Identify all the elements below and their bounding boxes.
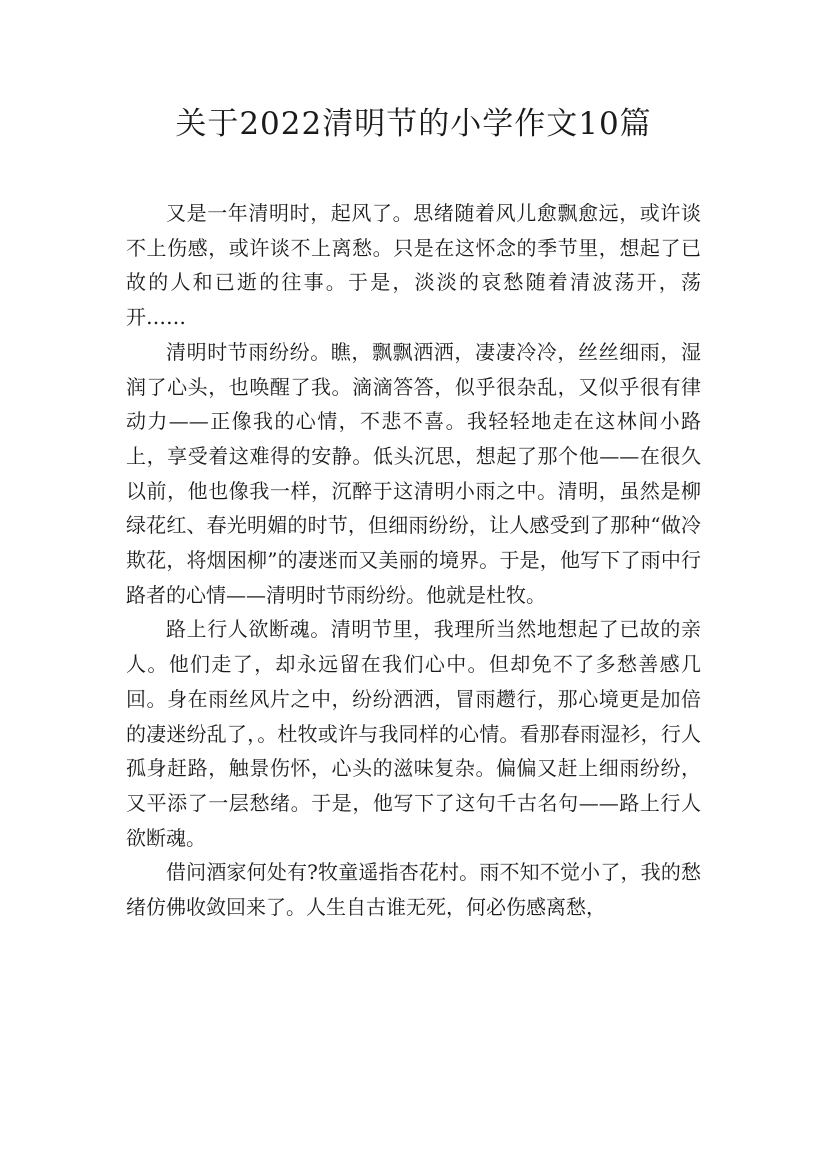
paragraph-3: 路上行人欲断魂。清明节里，我理所当然地想起了已故的亲人。他们走了，却永远留在我们心中。但却免不了多愁善感几回。身在雨丝风片之中，纷纷洒洒，冒雨趱行，那心境更是加倍的凄迷纷乱了，。杜牧或许与我同样的心情。看那春雨湿衫，行人孤身赶路，触景伤怀，心头的滋味复杂。偏偏又赶上细雨纷纷，又平添了一层愁绪。于是，他写下了这句千古名句——路上行人欲断魂。 (126, 617, 701, 850)
document-title: 关于2022清明节的小学作文10篇 (175, 106, 652, 142)
paragraph-2: 清明时节雨纷纷。瞧，飘飘洒洒，凄凄冷冷，丝丝细雨，湿润了心头，也唤醒了我。滴滴答答，似乎很杂乱，又似乎很有律动力——正像我的心情，不悲不喜。我轻轻地走在这林间小路上，享受着这难得的安静。低头沉思，想起了那个他——在很久以前，他也像我一样，沉醉于这清明小雨之中。清明，虽然是柳绿花红、春光明媚的时节，但细雨纷纷，让人感受到了那种“做冷欺花，将烟困柳”的凄迷而又美丽的境界。于是，他写下了雨中行路者的心情——清明时节雨纷纷。他就是杜牧。 (126, 339, 701, 607)
paragraph-4: 借问酒家何处有?牧童遥指杏花村。雨不知不觉小了，我的愁绪仿佛收敛回来了。人生自古谁无死，何必伤感离愁， (126, 860, 701, 920)
paragraph-1: 又是一年清明时，起风了。思绪随着风儿愈飘愈远，或许谈不上伤感，或许谈不上离愁。只是在这怀念的季节里，想起了已故的人和已逝的往事。于是，淡淡的哀愁随着清波荡开，荡开…… (126, 201, 701, 330)
document-body (126, 196, 701, 925)
